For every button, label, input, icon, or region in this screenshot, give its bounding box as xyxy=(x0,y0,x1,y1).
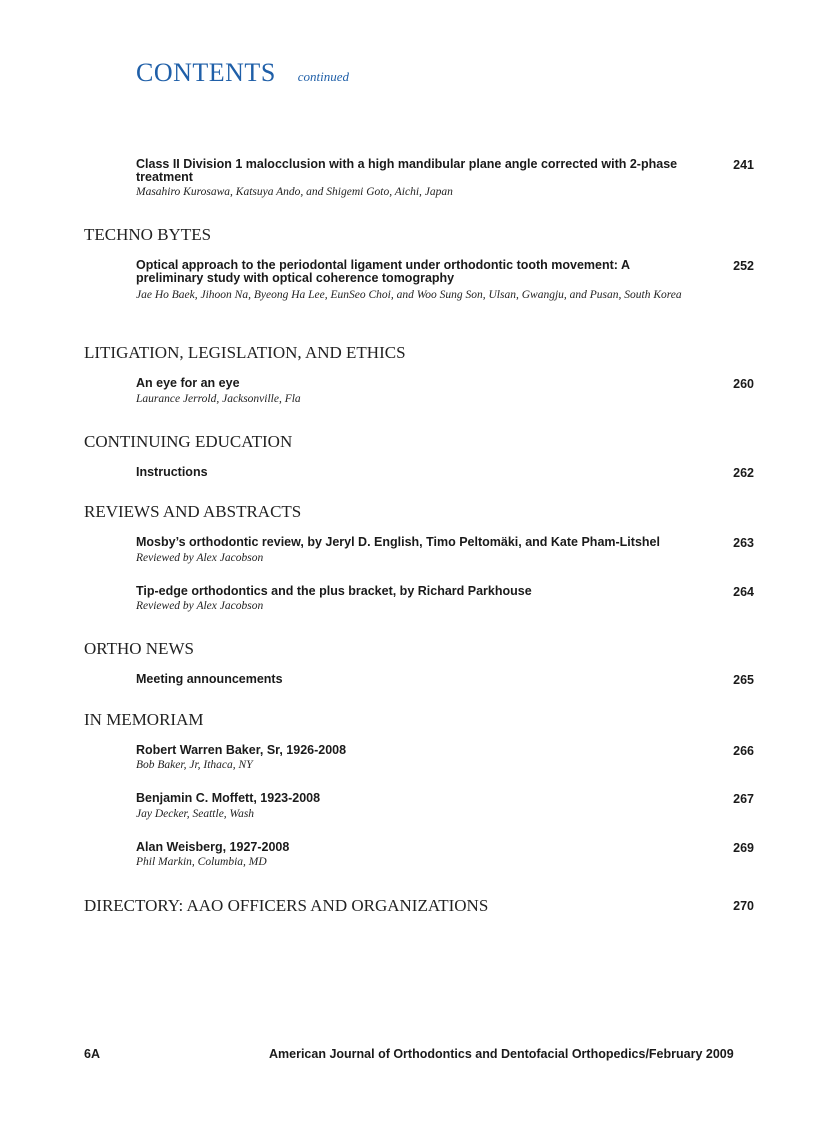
page-number: 260 xyxy=(733,377,754,391)
page-number: 263 xyxy=(733,536,754,550)
continued-label: continued xyxy=(297,69,350,84)
page-number: 266 xyxy=(733,744,754,758)
page-number: 269 xyxy=(733,841,754,855)
article-authors: Reviewed by Alex Jacobson xyxy=(136,600,264,612)
article-title[interactable]: Mosby’s orthodontic review, by Jeryl D. English, Timo Peltomäki, and Kate Pham-Litshel xyxy=(136,535,660,549)
section-heading-in-memoriam: IN MEMORIAM xyxy=(84,710,204,729)
article-title[interactable]: An eye for an eye xyxy=(136,376,240,390)
article-title[interactable]: Optical approach to the periodontal ligament under orthodontic tooth movement: A preliminary study with optical coherence tomography xyxy=(136,258,630,285)
article-title[interactable]: Benjamin C. Moffett, 1923-2008 xyxy=(136,791,321,805)
page-number: 265 xyxy=(733,673,754,687)
article-title[interactable]: Class II Division 1 malocclusion with a high mandibular plane angle corrected with 2-phase treatment xyxy=(136,157,678,184)
page-number: 252 xyxy=(733,259,754,273)
section-heading-continuing-education: CONTINUING EDUCATION xyxy=(84,432,293,451)
article-title[interactable]: Alan Weisberg, 1927-2008 xyxy=(136,840,290,854)
article-title[interactable]: Tip-edge orthodontics and the plus bracket, by Richard Parkhouse xyxy=(136,584,532,598)
article-authors: Jae Ho Baek, Jihoon Na, Byeong Ha Lee, EunSeo Choi, and Woo Sung Son, Ulsan, Gwangju, and Pusan, South Korea xyxy=(136,289,682,301)
article-authors: Jay Decker, Seattle, Wash xyxy=(136,808,255,820)
page-number: 270 xyxy=(733,899,754,913)
article-authors: Laurance Jerrold, Jacksonville, Fla xyxy=(136,393,301,405)
page-number: 262 xyxy=(733,466,754,480)
contents-heading: CONTENTS xyxy=(136,58,276,87)
page-title xyxy=(136,58,349,88)
page-number: 267 xyxy=(733,792,754,806)
page-number: 241 xyxy=(733,158,754,172)
footer-page-label: 6A xyxy=(84,1047,100,1061)
article-title[interactable]: Meeting announcements xyxy=(136,672,283,686)
footer-journal-name: American Journal of Orthodontics and Dentofacial Orthopedics/February 2009 xyxy=(269,1047,734,1061)
page-number: 264 xyxy=(733,585,754,599)
article-authors: Masahiro Kurosawa, Katsuya Ando, and Shigemi Goto, Aichi, Japan xyxy=(136,186,453,198)
article-title[interactable]: Instructions xyxy=(136,465,208,479)
section-heading-ortho-news: ORTHO NEWS xyxy=(84,639,194,658)
section-heading-reviews-and-abstracts: REVIEWS AND ABSTRACTS xyxy=(84,502,302,521)
section-heading-directory[interactable]: DIRECTORY: AAO OFFICERS AND ORGANIZATIONS xyxy=(84,896,489,915)
article-title[interactable]: Robert Warren Baker, Sr, 1926-2008 xyxy=(136,743,347,757)
article-authors: Phil Markin, Columbia, MD xyxy=(136,856,267,868)
article-authors: Bob Baker, Jr, Ithaca, NY xyxy=(136,759,253,771)
section-heading-litigation: LITIGATION, LEGISLATION, AND ETHICS xyxy=(84,343,406,362)
section-heading-techno-bytes: TECHNO BYTES xyxy=(84,225,212,244)
article-authors: Reviewed by Alex Jacobson xyxy=(136,552,264,564)
